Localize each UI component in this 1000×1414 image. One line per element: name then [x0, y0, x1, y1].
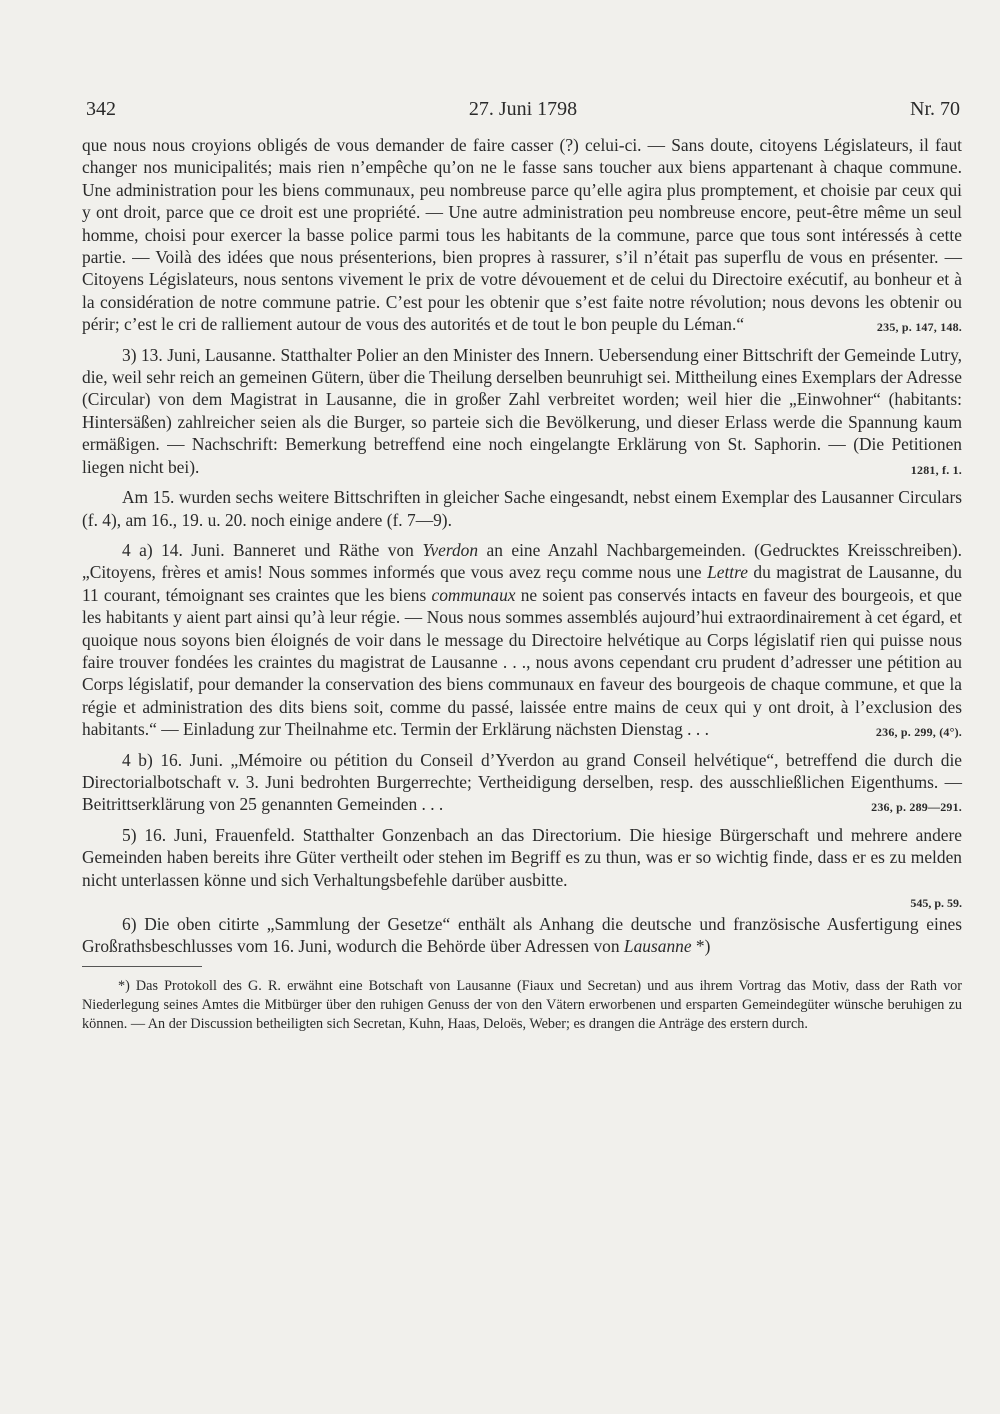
paragraph-entry-3 [82, 344, 962, 478]
footnote-marker: *) [691, 936, 711, 957]
running-header [86, 98, 960, 124]
paragraph-text-mid: an eine Anzahl Nachbargemeinden. (Gedrucktes Kreisschreiben). „Citoyens, frères et amis! Nous sommes informés que vous avez reçu comme nous une [82, 539, 962, 583]
paragraph-entry-5 [82, 824, 962, 891]
source-reference: 236, p. 289—291. [871, 800, 962, 815]
paragraph-text: Am 15. wurden sechs weitere Bittschriften in gleicher Sache eingesandt, nebst einem Exemplar des Lausanner Circulars (f. 4), am 16., 19. u. 20. noch einige andere (f. 7—9). [82, 487, 962, 530]
paragraph-entry-6 [82, 913, 962, 958]
source-reference: 1281, f. 1. [910, 462, 962, 477]
paragraph-note-15 [82, 486, 962, 531]
footnote: *) Das Protokoll des G. R. erwähnt eine Botschaft von Lausanne (Fiaux und Secretan) und aus ihrem Vortrag das Motiv, dass der Rath vor Niederlegung seines Amtes die Mitbürger über den ruhigen Genuss der von den Vätern erworbenen und ersparten Gemeindegüter wünsche beruhigen zu können. — An der Discussion betheiligten sich Secretan, Kuhn, Haas, Deloës, Weber; es drangen die Anträge des erstern durch. [82, 977, 962, 1032]
main-text [82, 134, 962, 1034]
paragraph-text-end: ne soient pas conservés intacts en faveur des bourgeois, et que les habitants y aient part ainsi qu’à leur régie. — Nous nous sommes assemblés aujourd’hui extraordinairement à cet égard, et quoique nous soyons bien éloignés de voir dans le message du Directoire helvétique au Corps législatif rien qui puisse nous faire trouver fondées les craintes du magistrat de Lausanne . . ., nous avons cependant cru prudent d’adresser une pétition au Corps législatif, pour demander la conservation des biens communaux en faveur des bourgeois de chaque commune, et que la régie et administration des dits biens soit, comme du passé, laissée entre mains de ceux qui y ont droit, à l’exclusion des habitants.“ — Einladung zur Theilnahme etc. Termin der Erklärung nächsten Dienstag . . . [82, 584, 962, 740]
italic-place-name: Yverdon [422, 539, 479, 560]
source-reference: 235, p. 147, 148. [876, 320, 962, 335]
paragraph-text: 4 b) 16. Juni. „Mémoire ou pétition du Conseil d’Yverdon au grand Conseil helvétique“, betreffend die durch die Directorialbotschaft v. 3. Juni bedrohten Burgerrechte; Vertheidigung derselben, resp. des ausschließlichen Eigenthums. — Beitrittserklärung von 25 genannten Gemeinden . . . [82, 749, 962, 815]
header-date: 27. Juni 1798 [468, 98, 578, 120]
source-reference: 236, p. 299, (4°). [875, 725, 962, 740]
paragraph-text-start: 6) Die oben citirte „Sammlung der Gesetze“ enthält als Anhang die deutsche und französische Ausfertigung eines Großrathsbeschlusses vom 16. Juni, wodurch die Behörde über Adressen von [82, 914, 962, 957]
paragraph-text: 3) 13. Juni, Lausanne. Statthalter Polier an den Minister des Innern. Uebersendung einer Bittschrift der Gemeinde Lutry, die, weil sehr reich an gemeinen Gütern, über die Theilung derselben beunruhigt sei. Mittheilung eines Exemplars der Adresse (Circular) von dem Magistrat in Lausanne, die in großer Zahl verbreitet worden; weil hier die „Einwohner“ (habitants: Hintersäßen) zahlreicher seien als die Burger, so parteie sich die Bevölkerung, und dieser Erlass werde die Spannung kaum ermäßigen. — Nachschrift: Bemerkung betreffend eine noch eingelangte Erklärung von St. Saphorin. — (Die Petitionen liegen nicht bei). [82, 344, 962, 477]
italic-place-name: Lausanne [623, 936, 692, 957]
paragraph-entry-4a [82, 539, 962, 741]
italic-term: communaux [431, 584, 516, 605]
paragraph-text: 5) 16. Juni, Frauenfeld. Statthalter Gonzenbach an das Directorium. Die hiesige Bürgerschaft und mehrere andere Gemeinden haben bereits ihre Güter vertheilt oder stehen im Begriff es zu thun, was er so wichtig finde, dass er es zu melden nicht unterlassen könne und sich Verhaltungsbefehle darüber ausbitte. [82, 824, 962, 890]
footnote-separator [82, 966, 202, 967]
italic-term: Lettre [707, 562, 748, 583]
source-reference: 545, p. 59. [910, 896, 962, 910]
paragraph-text: que nous nous croyions obligés de vous demander de faire casser (?) celui-ci. — Sans doute, citoyens Législateurs, il faut changer nos municipalités; mais rien n’empêche qu’on ne le fasse sans toucher aux biens appartenant à chaque commune. Une administration pour les biens communaux, peu nombreuse parce qu’elle agira plus promptement, et choisie par ceux qui y ont droit, parce que ce droit est une propriété. — Une autre administration peu nombreuse encore, peut-être même un seul homme, choisi pour exercer la basse police parmi tous les habitants de la commune, parce que tous sont intéressés à cette partie. — Voilà des idées que nous présenterions, bien propres à rassurer, s’il n’était pas superflu de vous en présenter. — Citoyens Législateurs, nous sentons vivement le prix de votre dévouement et de celui du Directoire exécutif, au bonheur et à la considération de notre commune patrie. C’est pour les obtenir que s’est faite notre révolution; nous devons les obtenir ou périr; c’est le cri de ralliement autour de vous des autorités et de tout le bon peuple du Léman.“ [82, 135, 962, 335]
document-number: Nr. 70 [910, 98, 960, 120]
page-number: 342 [86, 98, 116, 120]
paragraph-address-continuation [82, 134, 962, 336]
paragraph-text-mid: du magistrat de Lausanne, du 11 courant, témoignant ses craintes que les biens [82, 562, 962, 605]
paragraph-entry-4b [82, 749, 962, 816]
paragraph-text-start: 4 a) 14. Juni. Banneret und Räthe von [122, 539, 423, 560]
